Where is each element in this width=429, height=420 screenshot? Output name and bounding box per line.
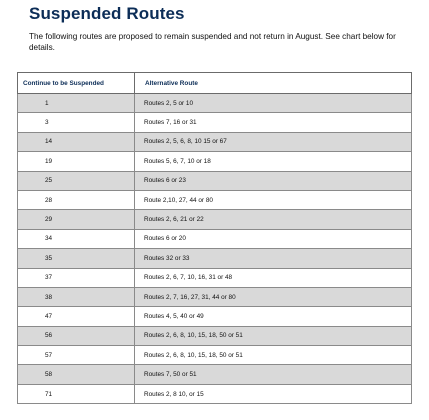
- suspended-route-cell: 47: [18, 307, 135, 326]
- suspended-route-cell: 29: [18, 210, 135, 229]
- alternative-route-cell: Routes 2, 5, 6, 8, 10 15 or 67: [135, 132, 412, 151]
- intro-paragraph: The following routes are proposed to remain suspended and not return in August. See chart below for details.: [29, 32, 396, 52]
- table-row: [18, 94, 412, 113]
- suspended-route-cell: 1: [18, 94, 135, 113]
- alternative-route-cell: Routes 2, 6, 7, 10, 16, 31 or 48: [135, 268, 412, 287]
- suspended-route-cell: 38: [18, 287, 135, 306]
- alternative-route-cell: Routes 2, 6, 21 or 22: [135, 210, 412, 229]
- alternative-route-cell: Routes 7, 50 or 51: [135, 365, 412, 384]
- suspended-route-cell: 34: [18, 229, 135, 248]
- suspended-route-cell: 25: [18, 171, 135, 190]
- alternative-route-cell: Routes 7, 16 or 31: [135, 113, 412, 132]
- alternative-route-cell: Routes 2, 5 or 10: [135, 94, 412, 113]
- alternative-route-cell: Routes 6 or 23: [135, 171, 412, 190]
- suspended-route-cell: 3: [18, 113, 135, 132]
- suspended-route-cell: 37: [18, 268, 135, 287]
- alternative-route-cell: Routes 2, 6, 8, 10, 15, 18, 50 or 51: [135, 346, 412, 365]
- table-row: [18, 384, 412, 403]
- table-row: [18, 229, 412, 248]
- suspended-route-cell: 35: [18, 249, 135, 268]
- table-row: [18, 287, 412, 306]
- table-header-row: [18, 73, 412, 94]
- table-row: [18, 365, 412, 384]
- table-row: [18, 346, 412, 365]
- table-row: [18, 190, 412, 209]
- suspended-route-cell: 58: [18, 365, 135, 384]
- suspended-route-cell: 28: [18, 190, 135, 209]
- alternative-route-cell: Routes 4, 5, 40 or 49: [135, 307, 412, 326]
- alternative-route-cell: Routes 5, 6, 7, 10 or 18: [135, 152, 412, 171]
- table-row: [18, 113, 412, 132]
- table-row: [18, 268, 412, 287]
- suspended-route-cell: 19: [18, 152, 135, 171]
- table-row: [18, 132, 412, 151]
- table-row: [18, 210, 412, 229]
- suspended-route-cell: 57: [18, 346, 135, 365]
- suspended-route-cell: 71: [18, 384, 135, 403]
- table-row: [18, 171, 412, 190]
- table-body: [18, 94, 412, 404]
- alternative-route-cell: Routes 32 or 33: [135, 249, 412, 268]
- column-header-suspended: Continue to be Suspended: [18, 73, 135, 94]
- table-row: [18, 307, 412, 326]
- table-row: [18, 152, 412, 171]
- alternative-route-cell: Routes 2, 6, 8, 10, 15, 18, 50 or 51: [135, 326, 412, 345]
- alternative-route-cell: Routes 2, 8 10, or 15: [135, 384, 412, 403]
- page-title: Suspended Routes: [29, 4, 185, 23]
- suspended-route-cell: 14: [18, 132, 135, 151]
- table-row: [18, 249, 412, 268]
- table-row: [18, 326, 412, 345]
- alternative-route-cell: Routes 2, 7, 16, 27, 31, 44 or 80: [135, 287, 412, 306]
- alternative-route-cell: Routes 6 or 20: [135, 229, 412, 248]
- suspended-route-cell: 56: [18, 326, 135, 345]
- column-header-alternative: Alternative Route: [135, 73, 412, 94]
- alternative-route-cell: Route 2,10, 27, 44 or 80: [135, 190, 412, 209]
- suspended-routes-table: [17, 72, 412, 404]
